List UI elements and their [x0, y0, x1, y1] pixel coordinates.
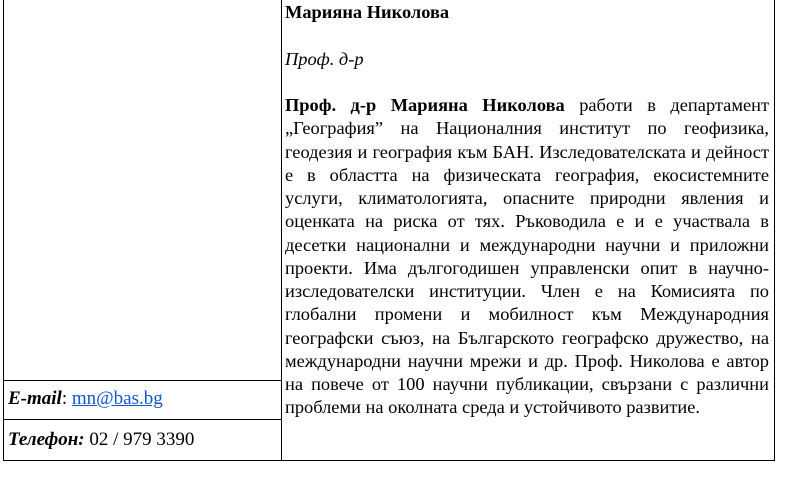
bio-bold-name: Проф. д-р Марияна Николова [285, 95, 565, 115]
email-label: E-mail [8, 388, 62, 409]
phone-value: 02 / 979 3390 [84, 429, 195, 450]
bio-text: работи в департамент „География” на Националния институт по геофизика, геодезия и география към БАН. Изследователската и дейност е в областта на физическата география, екосистемните услуги, климатологията, опасните природни явления и оценката на риска от тях. Ръководила е и е участвала в десетки национални и международни научни и приложни проекти. Има дългогодишен управленски опит в научно-изследователски институции. Член е на Комисията по глобални промени и мобилност към Международния географски съюз, на Българското географско дружество, на международни научни мрежи и др. Проф. Николова е автор на повече от 100 научни публикации, свързани с различни проблеми на околната среда и устойчивото развитие. [285, 95, 769, 418]
email-link[interactable]: mn@bas.bg [71, 388, 163, 409]
profile-content [285, 1, 769, 420]
email-row [8, 387, 273, 411]
phone-label: Телефон: [8, 429, 85, 450]
person-title: Проф. д-р [285, 48, 364, 69]
person-name: Марияна Николова [285, 2, 450, 22]
person-bio [285, 94, 769, 420]
row-divider-phone [4, 419, 281, 420]
phone-row [8, 428, 273, 452]
email-separator: : [61, 388, 72, 409]
row-divider-email [4, 380, 281, 381]
column-divider [281, 0, 282, 460]
